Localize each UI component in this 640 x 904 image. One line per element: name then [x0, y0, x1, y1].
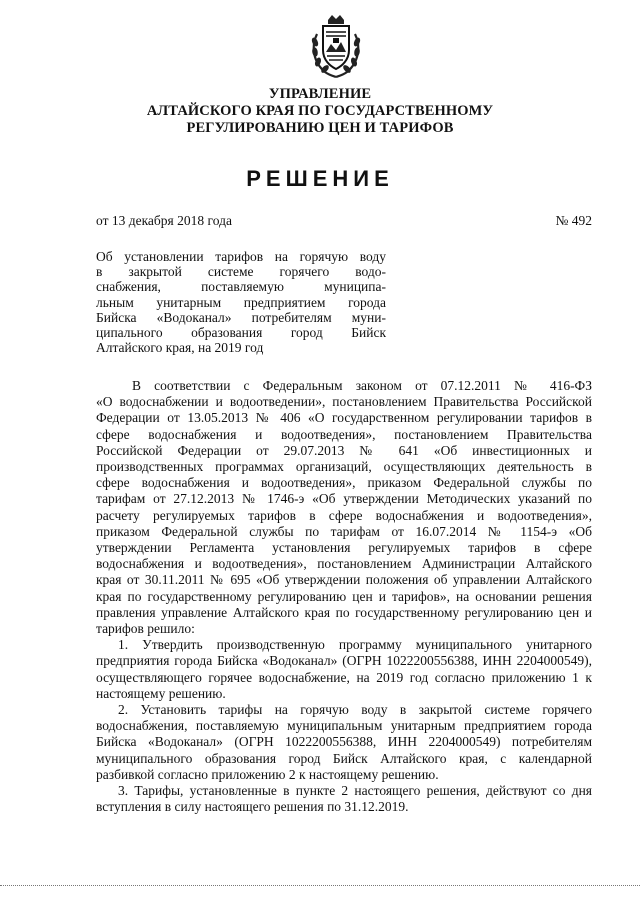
body-line: водоснабжения, поставляемую муниципальным унитарным предприятием города	[96, 718, 592, 734]
body-line: вступления в силу настоящего решения по 31.12.2019.	[96, 799, 409, 815]
body-line: утверждении Регламента установления регулируемых тарифов в сфере	[96, 540, 592, 556]
document-title: РЕШЕНИЕ	[246, 166, 394, 191]
subject-line: Алтайского края, на 2019 год	[96, 340, 264, 356]
document-number: № 492	[555, 213, 592, 228]
body-line: Бийска «Водоканал» (ОГРН 1022200556388, ИНН 2204000549) потребителям	[96, 734, 592, 750]
document-body	[96, 378, 592, 815]
subject-line: в закрытой системе горячего водо-	[96, 264, 386, 280]
body-line: сфере водоснабжения и водоотведения», приказом Федеральной службы по	[96, 475, 592, 491]
body-line: предприятия города Бийска «Водоканал» (ОГРН 1022200556388, ИНН 2204000549),	[96, 653, 592, 669]
body-line: «О водоснабжении и водоотведении», постановлением Правительства Российской	[96, 394, 592, 410]
body-line: муниципального образования город Бийск Алтайского края, с календарной	[96, 750, 592, 766]
document-date: от 13 декабря 2018 года	[96, 213, 232, 228]
body-line: 2. Установить тарифы на горячую воду в закрытой системе горячего	[118, 702, 592, 718]
body-line: края от 30.11.2011 № 695 «Об утверждении положения об управлении Алтайского	[96, 572, 592, 588]
org-name-line-2: АЛТАЙСКОГО КРАЯ ПО ГОСУДАРСТВЕННОМУ	[146, 103, 494, 119]
subject-line: Бийска «Водоканал» потребителям муни-	[96, 309, 386, 325]
subject-line: снабжения, поставляемую муниципа-	[96, 279, 386, 295]
subject-line: ципального образования город Бийск	[96, 325, 386, 341]
body-line: разбивкой согласно приложению 2 к настоящему решению.	[96, 766, 439, 782]
item-2-paragraph	[96, 702, 592, 783]
page-bottom-divider	[0, 885, 640, 886]
body-line: приказом Федеральной службы по тарифам от 16.07.2014 № 1154-э «Об	[96, 523, 592, 539]
item-3-paragraph	[96, 783, 592, 815]
body-line: расчету регулируемых тарифов в сфере водоснабжения и водоотведения»,	[96, 507, 592, 523]
body-line: В соответствии с Федеральным законом от 07.12.2011 № 416-ФЗ	[132, 378, 592, 393]
body-line: производственных программах организаций, осуществляющих деятельность в	[96, 459, 592, 475]
body-line: 1. Утвердить производственную программу муниципального унитарного	[118, 637, 592, 653]
body-line: осуществляющего горячее водоснабжение, на 2019 год согласно приложению 1 к	[96, 669, 592, 685]
body-line: тарифов решило:	[96, 621, 195, 637]
body-line: Федерации от 13.05.2013 № 406 «О государственном регулировании тарифов в	[96, 410, 592, 426]
subject-line: льным унитарным предприятием города	[96, 294, 386, 310]
body-line: водоснабжения и водоотведения», постановлением Администрации Алтайского	[96, 556, 592, 572]
preamble-paragraph	[96, 378, 592, 637]
body-line: Российской Федерации от 29.07.2013 № 641 «Об инвестиционных и	[96, 442, 592, 458]
body-line: настоящему решению.	[96, 685, 226, 701]
document-subject	[96, 249, 386, 355]
body-line: тарифам от 27.12.2013 № 1746-э «Об утверждении Методических указаний по	[96, 491, 592, 507]
body-line: сфере водоснабжения и водоотведения», постановлением Правительства	[96, 426, 592, 442]
subject-line: Об установлении тарифов на горячую воду	[96, 249, 386, 264]
body-line: края по государственному регулированию цен и тарифов», на основании решения	[96, 588, 592, 604]
item-1-paragraph	[96, 637, 592, 702]
body-line: 3. Тарифы, установленные в пункте 2 настоящего решения, действуют со дня	[118, 783, 592, 799]
coat-of-arms-icon	[309, 12, 363, 80]
org-name-line-1: УПРАВЛЕНИЕ	[268, 86, 372, 102]
body-line: правления управление Алтайского края по государственному регулированию цен и	[96, 604, 592, 620]
org-name-line-3: РЕГУЛИРОВАНИЮ ЦЕН И ТАРИФОВ	[186, 120, 454, 136]
